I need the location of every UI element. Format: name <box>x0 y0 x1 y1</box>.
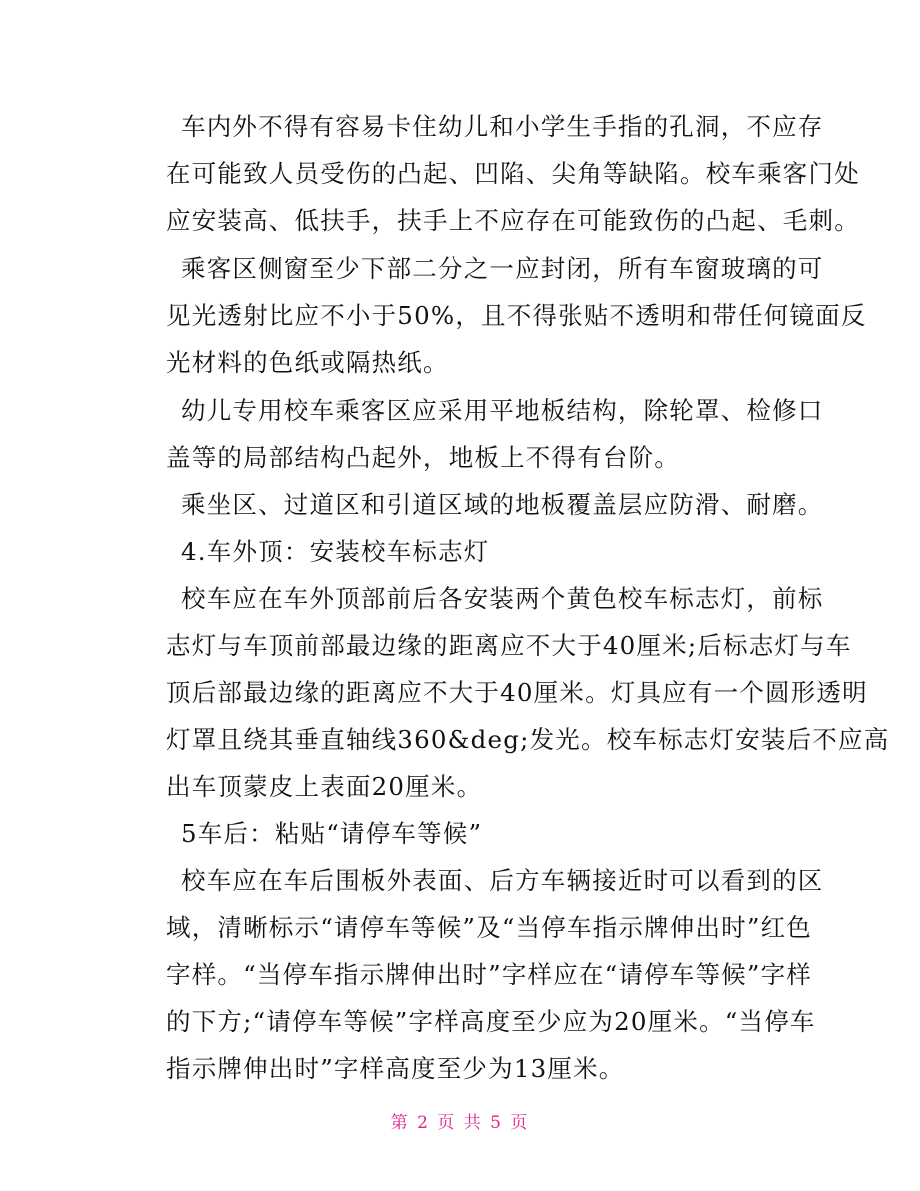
paragraph-line: 幼儿专用校车乘客区应采用平地板结构，除轮罩、检修口 <box>181 396 824 425</box>
paragraph-line: 出车顶蒙皮上表面20厘米。 <box>166 772 483 801</box>
paragraph-line: 盖等的局部结构凸起外，地板上不得有台阶。 <box>166 443 680 472</box>
paragraph-line: 校车应在车后围板外表面、后方车辆接近时可以看到的区 <box>181 866 824 895</box>
section-heading: 5车后：粘贴“请停车等候” <box>181 819 483 848</box>
paragraph-line: 灯罩且绕其垂直轴线360&deg;发光。校车标志灯安装后不应高 <box>166 725 890 754</box>
paragraph-line: 乘坐区、过道区和引道区域的地板覆盖层应防滑、耐磨。 <box>181 490 824 519</box>
paragraph-line: 志灯与车顶前部最边缘的距离应不大于40厘米;后标志灯与车 <box>166 631 852 660</box>
paragraph-line: 顶后部最边缘的距离应不大于40厘米。灯具应有一个圆形透明 <box>166 678 868 707</box>
paragraph-line: 校车应在车外顶部前后各安装两个黄色校车标志灯，前标 <box>181 584 824 613</box>
paragraph-line: 字样。“当停车指示牌伸出时”字样应在“请停车等候”字样 <box>166 960 812 989</box>
paragraph-line: 乘客区侧窗至少下部二分之一应封闭，所有车窗玻璃的可 <box>181 254 824 283</box>
paragraph-line: 应安装高、低扶手，扶手上不应存在可能致伤的凸起、毛刺。 <box>166 206 860 235</box>
paragraph-line: 域，清晰标示“请停车等候”及“当停车指示牌伸出时”红色 <box>166 913 812 942</box>
paragraph-line: 光材料的色纸或隔热纸。 <box>166 348 449 377</box>
paragraph-line: 指示牌伸出时”字样高度至少为13厘米。 <box>166 1054 625 1083</box>
page-number-footer: 第 2 页 共 5 页 <box>390 1113 530 1133</box>
section-heading: 4.车外顶：安装校车标志灯 <box>181 537 490 566</box>
paragraph-line: 车内外不得有容易卡住幼儿和小学生手指的孔洞，不应存 <box>181 112 824 141</box>
paragraph-line: 在可能致人员受伤的凸起、凹陷、尖角等缺陷。校车乘客门处 <box>166 159 860 188</box>
paragraph-line: 的下方;“请停车等候”字样高度至少应为20厘米。“当停车 <box>166 1007 816 1036</box>
paragraph-line: 见光透射比应不小于50%，且不得张贴不透明和带任何镜面反 <box>166 301 867 330</box>
